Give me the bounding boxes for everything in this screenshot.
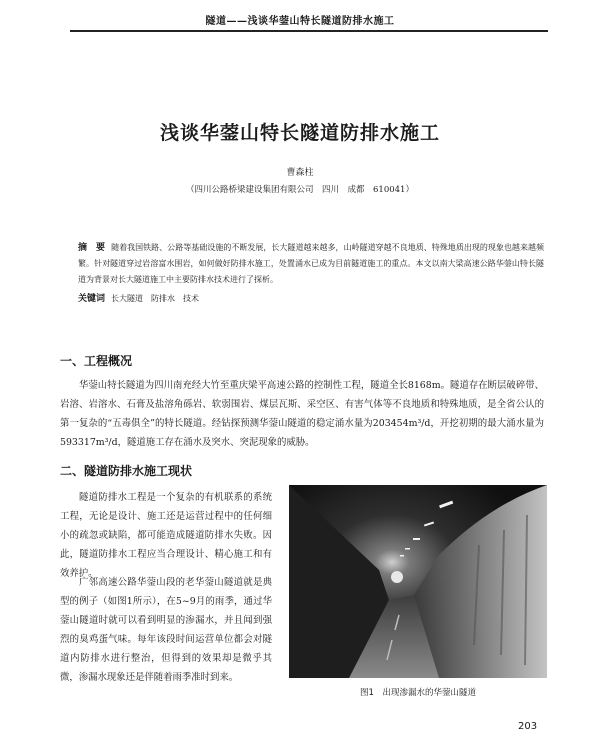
status-paragraph-1: 隧道防排水工程是一个复杂的有机联系的系统工程，无论是设计、施工还是运营过程中的任何细小的疏忽或缺陷，都可能造成隧道防排水失败。因此，隧道防排水工程应当合理设计、精心施工和有效养护。 [60, 492, 272, 579]
author-name: 曹森柱 [286, 168, 314, 178]
keywords [78, 292, 544, 306]
tunnel-photo [289, 485, 547, 678]
status-paragraph-2: 广邻高速公路华蓥山段的老华蓥山隧道就是典型的例子（如图1所示），在5~9月的雨季，通过华蓥山隧道时就可以看到明显的渗漏水，并且闻到强烈的臭鸡蛋气味。每年该段时间运营单位都会对隧道内防排水进行整治，但得到的效果却是微乎其微，渗漏水现象还是伴随着雨季准时到来。 [60, 577, 272, 683]
article-title: 浅谈华蓥山特长隧道防排水施工 [159, 122, 440, 144]
running-head: 隧道——浅谈华蓥山特长隧道防排水施工 [205, 16, 395, 27]
author-affiliation: （四川公路桥梁建设集团有限公司 四川 成都 610041） [186, 185, 414, 195]
keywords-label: 关键词 [78, 294, 106, 304]
tunnel-photo-illustration [289, 485, 547, 678]
overview-paragraph: 华蓥山特长隧道为四川南充经大竹至重庆梁平高速公路的控制性工程，隧道全长8168m。隧道存在断层破碎带、岩溶、岩溶水、石膏及盐溶角砾岩、软弱围岩、煤层瓦斯、采空区、有害气体等不良地质和特殊地质，是全省公认的第一复杂的“五毒俱全”的特长隧道。经钻探预测华蓥山隧道的稳定涌水量为203454m³/d，开挖初期的最大涌水量为593317m³/d，隧道施工存在涌水及突水、突泥现象的威胁。 [60, 380, 544, 448]
section-heading-overview: 一、工程概况 [60, 354, 133, 368]
abstract-label: 摘 要 [78, 243, 106, 253]
figure-caption: 图1 出现渗漏水的华蓥山隧道 [360, 688, 476, 698]
keywords-text: 长大隧道 防排水 技术 [111, 294, 200, 303]
abstract-text: 随着我国铁路、公路等基础设施的不断发展，长大隧道越来越多，山岭隧道穿越不良地质、特殊地质出现的现象也越来越频繁。针对隧道穿过岩溶富水围岩，如何做好防排水施工，处置涌水已成为目前隧道施工的重点。本文以南大梁高速公路华蓥山特长隧道为背景对长大隧道施工中主要防排水技术进行了探析。 [78, 243, 544, 284]
header-rule [70, 30, 548, 32]
section-heading-status: 二、隧道防排水施工现状 [60, 464, 193, 478]
abstract [78, 240, 544, 288]
page-number: 203 [518, 721, 538, 732]
